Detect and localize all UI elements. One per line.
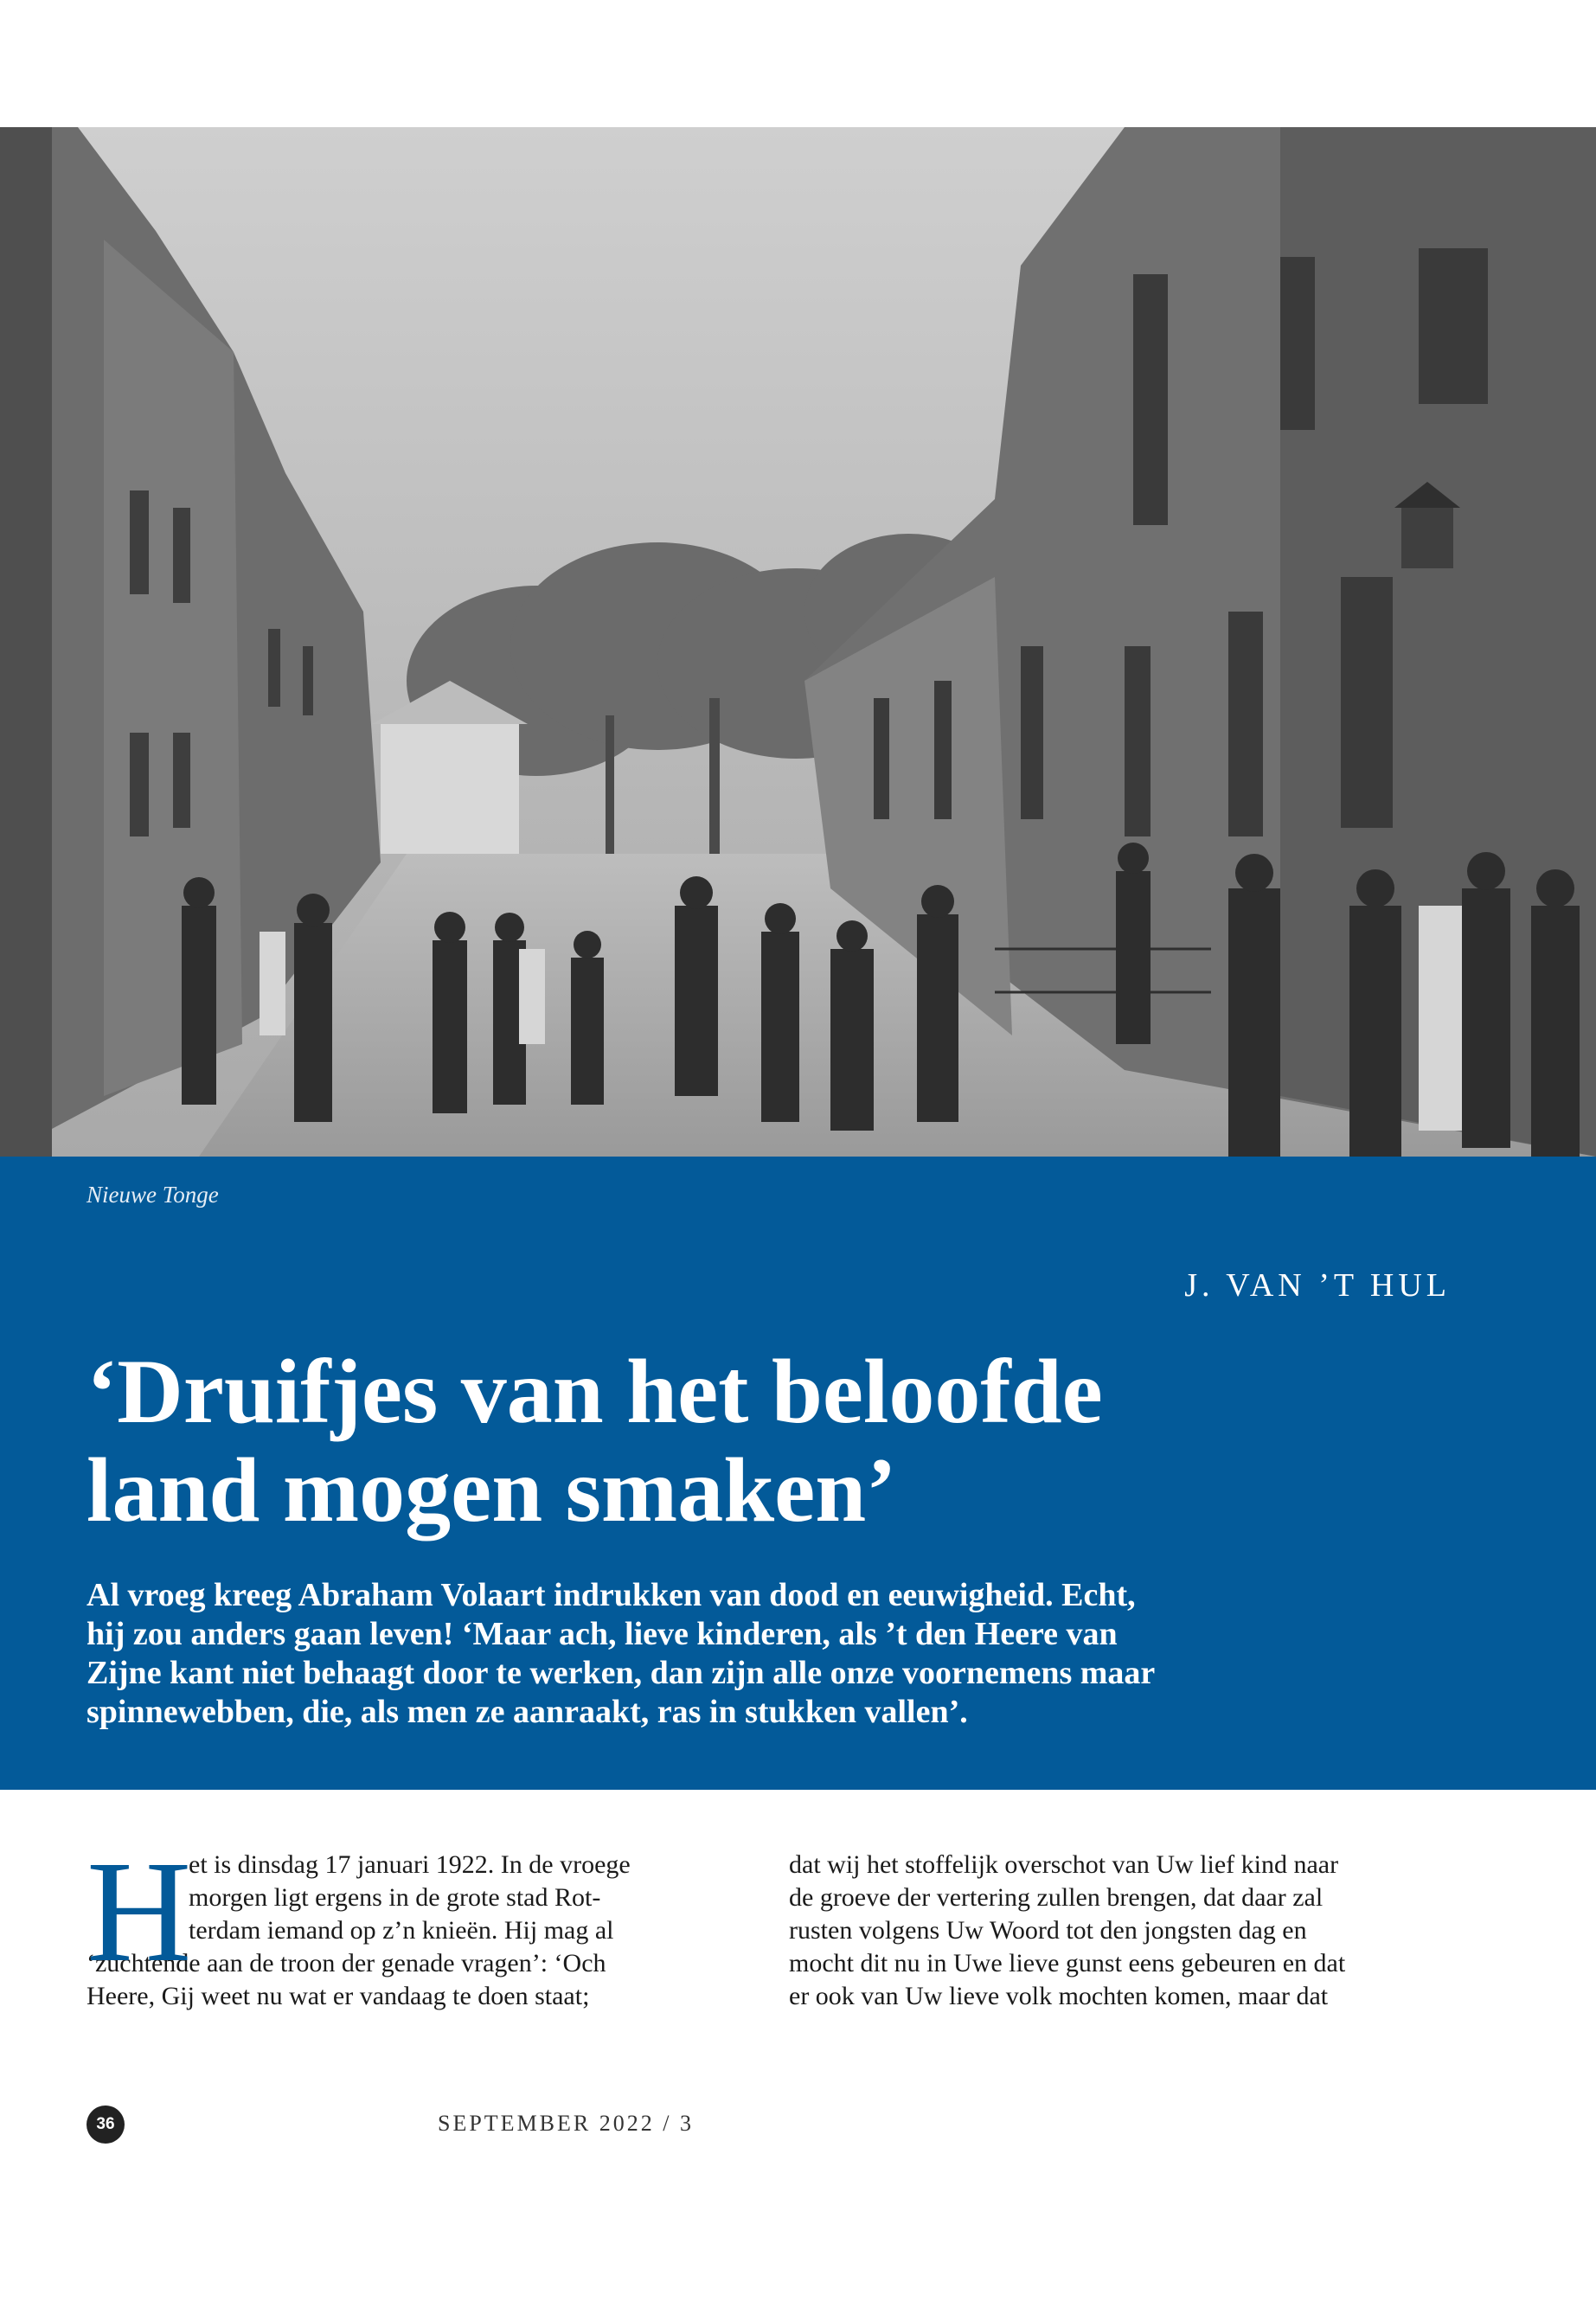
lead-line: Al vroeg kreeg Abraham Volaart indrukken van dood en eeuwigheid. Echt, xyxy=(87,1577,1136,1613)
article-title xyxy=(87,1343,1488,1540)
lead-line: Zijne kant niet behaagt door te werken, dan zijn alle onze voornemens maar xyxy=(87,1655,1156,1691)
body-column-left xyxy=(87,1831,709,2013)
issue-label: SEPTEMBER 2022 / 3 xyxy=(438,2111,694,2136)
body-line: de groeve der vertering zullen brengen, dat daar zal xyxy=(789,1883,1324,1912)
title-line: ‘Druifjes van het beloofde xyxy=(87,1341,1103,1442)
body-line: er ook van Uw lieve volk mochten komen, maar dat xyxy=(789,1982,1329,2010)
article-lead xyxy=(87,1576,1436,1732)
street-scene-illustration xyxy=(0,127,1596,1157)
body-line: dat wij het stoffelijk overschot van Uw lief kind naar xyxy=(789,1850,1339,1879)
author-byline: J. VAN ’T HUL xyxy=(1184,1267,1451,1304)
body-line: ‘zuchtende aan de troon der genade vragen’: ‘Och xyxy=(87,1949,606,1977)
body-line: terdam iemand op z’n knieën. Hij mag al xyxy=(189,1916,614,1945)
body-column-right xyxy=(789,1849,1412,2013)
lead-line: spinnewebben, die, als men ze aanraakt, ras in stukken vallen’. xyxy=(87,1694,968,1730)
drop-cap: H xyxy=(87,1831,192,1992)
lead-line: hij zou anders gaan leven! ‘Maar ach, lieve kinderen, als ’t den Heere van xyxy=(87,1616,1118,1652)
title-line: land mogen smaken’ xyxy=(87,1439,897,1541)
street-photo xyxy=(0,127,1596,1157)
photo-caption: Nieuwe Tonge xyxy=(87,1182,219,1208)
body-line: Heere, Gij weet nu wat er vandaag te doen staat; xyxy=(87,1982,590,2010)
page-number: 36 xyxy=(87,2106,125,2144)
body-line: et is dinsdag 17 januari 1922. In de vroege xyxy=(189,1850,631,1879)
body-line: rusten volgens Uw Woord tot den jongsten dag en xyxy=(789,1916,1307,1945)
body-line: morgen ligt ergens in de grote stad Rot- xyxy=(189,1883,601,1912)
body-line: mocht dit nu in Uwe lieve gunst eens gebeuren en dat xyxy=(789,1949,1346,1977)
